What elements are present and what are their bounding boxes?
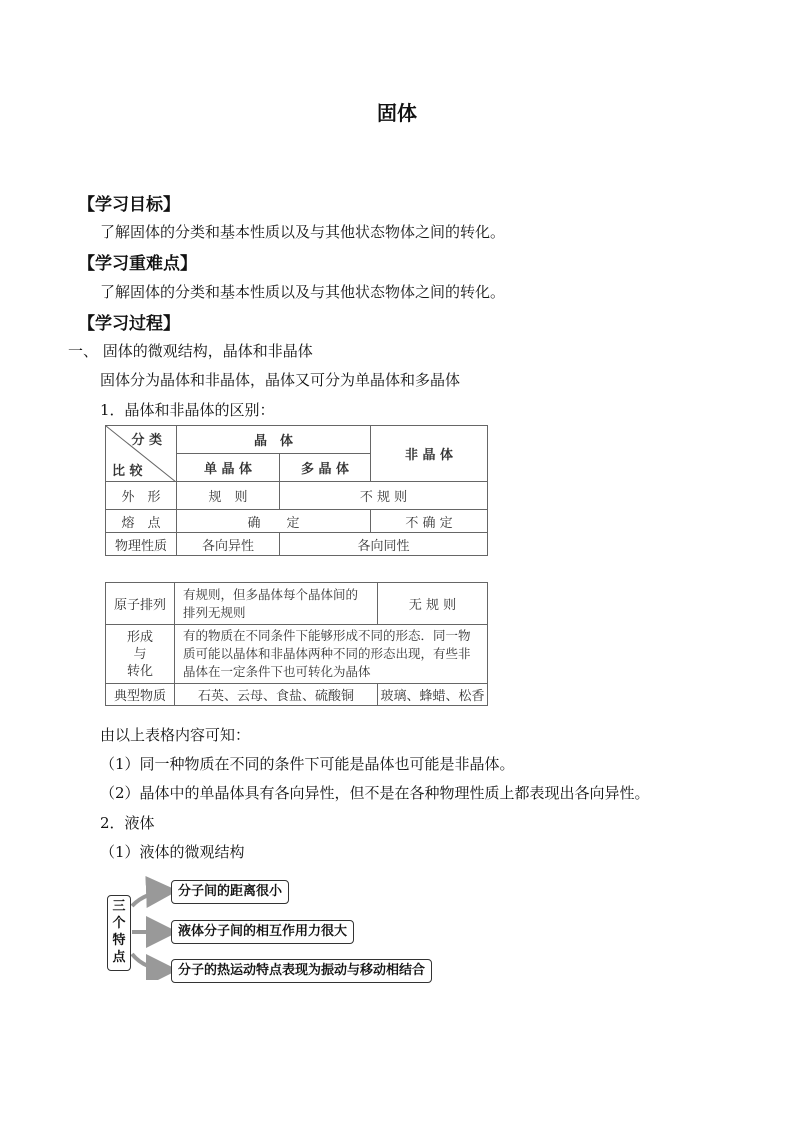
cell: 各向异性 — [177, 533, 280, 556]
label-char: 个 — [112, 916, 126, 931]
key-heading: 【学习重难点】 — [78, 254, 197, 274]
corner-top-label: 分 类 — [131, 433, 162, 448]
corner-bottom-label: 比 较 — [112, 464, 143, 479]
crystal-comparison-table — [105, 425, 488, 556]
three-features-label — [107, 895, 131, 971]
cell: 不 确 定 — [371, 510, 488, 533]
conclusion-1: （1）同一种物质在不同的条件下可能是晶体也可能是非晶体。 — [100, 755, 515, 773]
cell: 各向同性 — [280, 533, 488, 556]
table-row — [106, 583, 488, 625]
table-row — [106, 482, 488, 510]
row-label: 外 形 — [106, 482, 177, 510]
label-line: 转化 — [126, 663, 153, 679]
cell: 无 规 则 — [378, 583, 488, 625]
cell: 石英、云母、食盐、硫酸铜 — [175, 684, 378, 706]
table-corner-cell — [106, 426, 177, 482]
cell: 有规则，但多晶体每个晶体间的排列无规则 — [175, 583, 378, 625]
goal-text: 了解固体的分类和基本性质以及与其他状态物体之间的转化。 — [100, 223, 506, 241]
table-row — [106, 533, 488, 556]
label-line: 与 — [133, 646, 147, 662]
table-row — [106, 684, 488, 706]
part2-sub: （1）液体的微观结构 — [100, 843, 245, 861]
cell: 玻璃、蜂蜡、松香 — [378, 684, 488, 706]
page-title: 固体 — [377, 101, 417, 125]
single-crystal-header: 单 晶 体 — [177, 454, 280, 482]
conclusion-2: （2）晶体中的单晶体具有各向异性，但不是在各种物理性质上都表现出各向异性。 — [100, 784, 650, 802]
cell: 确 定 — [177, 510, 371, 533]
goal-heading: 【学习目标】 — [78, 195, 180, 215]
amorphous-header: 非 晶 体 — [371, 426, 488, 482]
cell: 不 规 则 — [280, 482, 488, 510]
cell: 规 则 — [177, 482, 280, 510]
conclusion-intro: 由以上表格内容可知： — [100, 726, 251, 744]
label-char: 三 — [112, 899, 126, 914]
table-row — [106, 510, 488, 533]
row-label: 熔 点 — [106, 510, 177, 533]
label-char: 点 — [112, 950, 126, 965]
feature-box: 分子的热运动特点表现为振动与移动相结合 — [171, 959, 432, 983]
label-char: 特 — [112, 933, 126, 948]
feature-box: 分子间的距离很小 — [171, 880, 289, 904]
row-label: 物理性质 — [106, 533, 177, 556]
table-row — [106, 625, 488, 684]
part1-heading: 一、 固体的微观结构，晶体和非晶体 — [68, 342, 313, 360]
feature-box: 液体分子间的相互作用力很大 — [171, 920, 354, 944]
item1-text: 1．晶体和非晶体的区别： — [100, 401, 275, 419]
row-label: 原子排列 — [106, 583, 175, 625]
row-label — [106, 625, 175, 684]
process-heading: 【学习过程】 — [78, 314, 180, 334]
part1-intro: 固体分为晶体和非晶体，晶体又可分为单晶体和多晶体 — [100, 371, 461, 389]
row-label: 典型物质 — [106, 684, 175, 706]
key-text: 了解固体的分类和基本性质以及与其他状态物体之间的转化。 — [100, 283, 506, 301]
label-line: 形成 — [126, 629, 153, 645]
part2-heading: 2．液体 — [100, 814, 155, 832]
poly-crystal-header: 多 晶 体 — [280, 454, 371, 482]
crystal-header: 晶 体 — [177, 426, 371, 454]
crystal-detail-table — [105, 582, 488, 706]
cell: 有的物质在不同条件下能够形成不同的形态．同一物质可能以晶体和非晶体两种不同的形态出现，有些非晶体在一定条件下也可转化为晶体 — [175, 625, 488, 684]
